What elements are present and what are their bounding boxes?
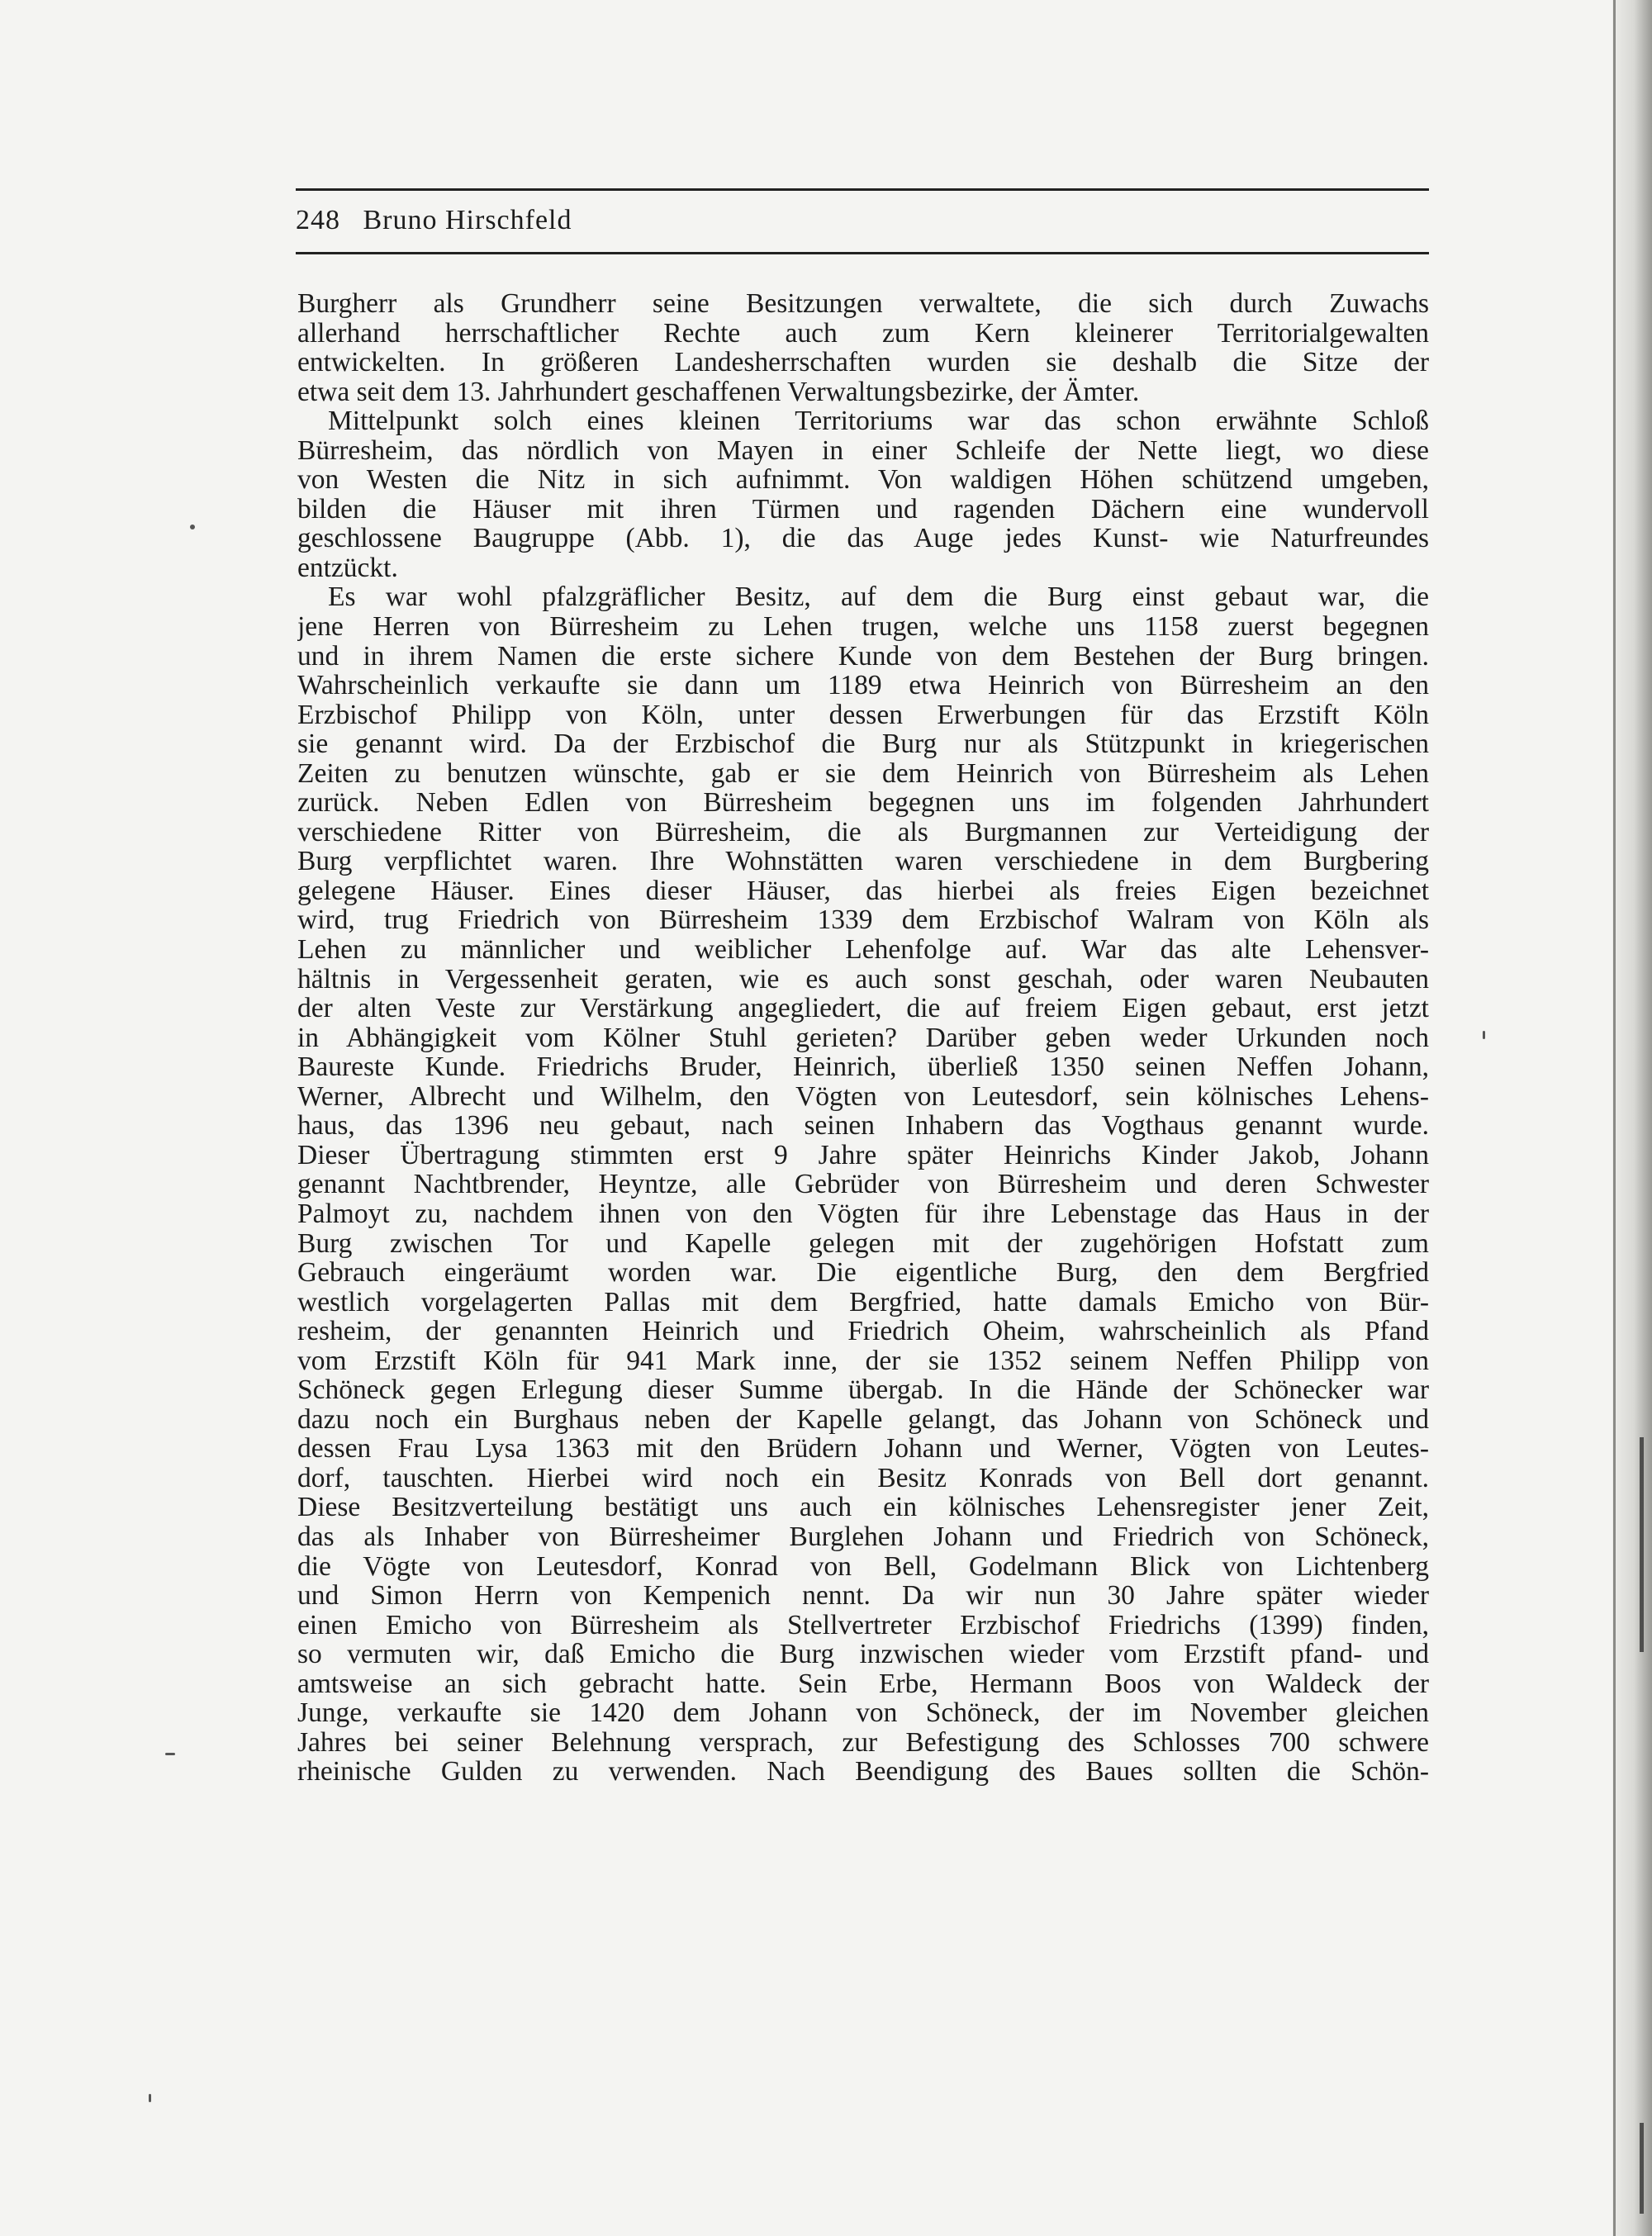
header-rule-top	[296, 188, 1429, 191]
text-line: in Abhängigkeit vom Kölner Stuhl gerieten? Darüber geben weder Urkunden noch	[297, 1023, 1429, 1053]
text-line: Burg verpflichtet waren. Ihre Wohnstätten waren verschiedene in dem Burgbering	[297, 847, 1429, 876]
text-line: jene Herren von Bürresheim zu Lehen trugen, welche uns 1158 zuerst begegnen	[297, 612, 1429, 642]
text-line: Lehen zu männlicher und weiblicher Lehenfolge auf. War das alte Lehensver-	[297, 935, 1429, 965]
text-line: genannt Nachtbrender, Heyntze, alle Gebrüder von Bürresheim und deren Schwester	[297, 1170, 1429, 1199]
text-line: zurück. Neben Edlen von Bürresheim begegnen uns im folgenden Jahrhundert	[297, 788, 1429, 818]
paper-speck	[149, 2094, 151, 2102]
paper-speck	[165, 1753, 175, 1755]
text-line: gelegene Häuser. Eines dieser Häuser, das hierbei als freies Eigen bezeichnet	[297, 876, 1429, 906]
text-line: entwickelten. In größeren Landesherrschaften wurden sie deshalb die Sitze der	[297, 348, 1429, 377]
running-head-author: Bruno Hirschfeld	[363, 205, 572, 235]
body-text	[297, 289, 1429, 1787]
page-number: 248	[296, 205, 340, 235]
text-line: der alten Veste zur Verstärkung angegliedert, die auf freiem Eigen gebaut, erst jetzt	[297, 994, 1429, 1023]
text-line: Bürresheim, das nördlich von Mayen in einer Schleife der Nette liegt, wo diese	[297, 435, 1429, 466]
header-rule-bottom	[296, 252, 1429, 254]
text-line: Gebrauch eingeräumt worden war. Die eigentliche Burg, den dem Bergfried	[297, 1258, 1429, 1288]
page-gutter-shadow	[1612, 0, 1652, 2236]
text-line: Junge, verkaufte sie 1420 dem Johann von Schöneck, der im November gleichen	[297, 1698, 1429, 1728]
text-line: Diese Besitzverteilung bestätigt uns auch ein kölnisches Lehensregister jener Zeit,	[297, 1493, 1429, 1522]
text-line: Schöneck gegen Erlegung dieser Summe übergab. In die Hände der Schönecker war	[297, 1375, 1429, 1405]
text-line: Wahrscheinlich verkaufte sie dann um 1189 etwa Heinrich von Bürresheim an den	[297, 671, 1429, 700]
text-line: resheim, der genannten Heinrich und Friedrich Oheim, wahrscheinlich als Pfand	[297, 1317, 1429, 1346]
text-line: dorf, tauschten. Hierbei wird noch ein Besitz Konrads von Bell dort genannt.	[297, 1463, 1429, 1493]
page-edge-line	[1613, 0, 1616, 2236]
text-line: verschiedene Ritter von Bürresheim, die als Burgmannen zur Verteidigung der	[297, 817, 1429, 847]
paper-speck	[1483, 1031, 1485, 1039]
text-line: Palmoyt zu, nachdem ihnen von den Vögten für ihre Lebenstage das Haus in der	[297, 1199, 1429, 1229]
page-edge-mark	[1640, 1437, 1644, 1652]
text-line: Werner, Albrecht und Wilhelm, den Vögten von Leutesdorf, sein kölnisches Lehens-	[297, 1081, 1429, 1112]
text-line: rheinische Gulden zu verwenden. Nach Beendigung des Baues sollten die Schön-	[297, 1757, 1429, 1787]
text-line: sie genannt wird. Da der Erzbischof die Burg nur als Stützpunkt in kriegerischen	[297, 729, 1429, 759]
text-line: Burgherr als Grundherr seine Besitzungen verwaltete, die sich durch Zuwachs	[297, 289, 1429, 319]
text-line: amtsweise an sich gebracht hatte. Sein Erbe, Hermann Boos von Waldeck der	[297, 1669, 1429, 1699]
text-line: wird, trug Friedrich von Bürresheim 1339 dem Erzbischof Walram von Köln als	[297, 905, 1429, 936]
text-line: Baureste Kunde. Friedrichs Bruder, Heinrich, überließ 1350 seinen Neffen Johann,	[297, 1052, 1429, 1082]
text-line: Burg zwischen Tor und Kapelle gelegen mit der zugehörigen Hofstatt zum	[297, 1228, 1429, 1259]
text-line: das als Inhaber von Bürresheimer Burglehen Johann und Friedrich von Schöneck,	[297, 1522, 1429, 1552]
text-line: Mittelpunkt solch eines kleinen Territoriums war das schon erwähnte Schloß	[328, 406, 1429, 436]
paper-speck	[190, 525, 195, 529]
text-line: und in ihrem Namen die erste sichere Kunde von dem Bestehen der Burg bringen.	[297, 641, 1429, 672]
text-line: Es war wohl pfalzgräflicher Besitz, auf dem die Burg einst gebaut war, die	[328, 582, 1429, 613]
text-line: die Vögte von Leutesdorf, Konrad von Bell, Godelmann Blick von Lichtenberg	[297, 1551, 1429, 1582]
page-edge-mark	[1640, 2123, 1644, 2214]
text-line: bilden die Häuser mit ihren Türmen und ragenden Dächern eine wundervoll	[297, 494, 1429, 525]
text-line: geschlossene Baugruppe (Abb. 1), die das Auge jedes Kunst- wie Naturfreundes	[297, 524, 1429, 553]
text-line: von Westen die Nitz in sich aufnimmt. Von waldigen Höhen schützend umgeben,	[297, 465, 1429, 495]
text-line: und Simon Herrn von Kempenich nennt. Da wir nun 30 Jahre später wieder	[297, 1581, 1429, 1611]
text-line: entzückt.	[297, 553, 398, 583]
text-line: Jahres bei seiner Belehnung versprach, zur Befestigung des Schlosses 700 schwere	[297, 1727, 1429, 1758]
text-line: westlich vorgelagerten Pallas mit dem Bergfried, hatte damals Emicho von Bür-	[297, 1287, 1429, 1317]
text-line: dazu noch ein Burghaus neben der Kapelle gelangt, das Johann von Schöneck und	[297, 1404, 1429, 1435]
text-line: hältnis in Vergessenheit geraten, wie es auch sonst geschah, oder waren Neubauten	[297, 964, 1429, 995]
text-line: Zeiten zu benutzen wünschte, gab er sie dem Heinrich von Bürresheim als Lehen	[297, 758, 1429, 789]
text-line: Dieser Übertragung stimmten erst 9 Jahre später Heinrichs Kinder Jakob, Johann	[297, 1140, 1429, 1170]
text-line: allerhand herrschaftlicher Rechte auch zum Kern kleinerer Territorialgewalten	[297, 318, 1429, 349]
text-line: so vermuten wir, daß Emicho die Burg inzwischen wieder vom Erzstift pfand- und	[297, 1640, 1429, 1669]
running-head	[296, 205, 572, 236]
text-line: Erzbischof Philipp von Köln, unter dessen Erwerbungen für das Erzstift Köln	[297, 700, 1429, 730]
text-line: einen Emicho von Bürresheim als Stellvertreter Erzbischof Friedrichs (1399) finden,	[297, 1610, 1429, 1640]
text-line: dessen Frau Lysa 1363 mit den Brüdern Johann und Werner, Vögten von Leutes-	[297, 1434, 1429, 1464]
text-line: haus, das 1396 neu gebaut, nach seinen Inhabern das Vogthaus genannt wurde.	[297, 1111, 1429, 1141]
text-line: etwa seit dem 13. Jahrhundert geschaffenen Verwaltungsbezirke, der Ämter.	[297, 377, 1140, 407]
text-line: vom Erzstift Köln für 941 Mark inne, der sie 1352 seinem Neffen Philipp von	[297, 1346, 1429, 1376]
